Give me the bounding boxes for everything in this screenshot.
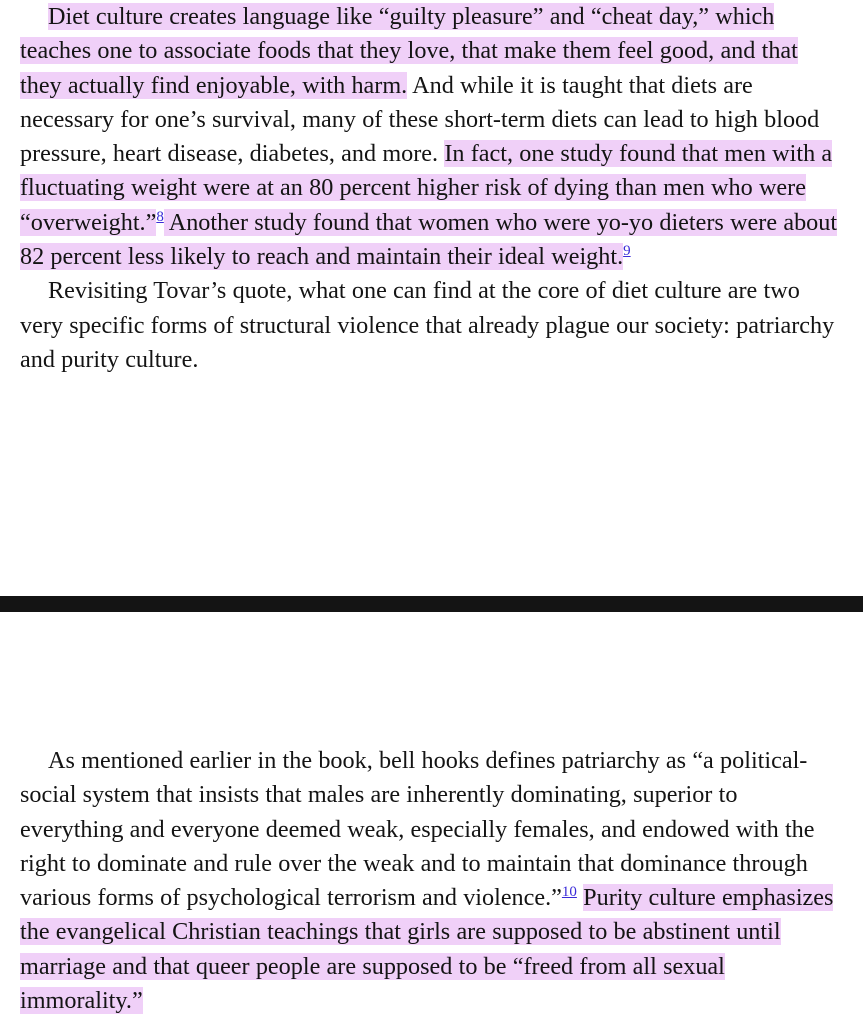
paragraph-revisiting-tovar (20, 274, 842, 377)
body-text: Revisiting Tovar’s quote, what one can find at the core of diet culture are two very specific forms of structural violence that already plague our society: patriarchy and purity culture. (20, 277, 835, 373)
highlighted-text[interactable]: Another study found that women who were yo-yo dieters were about 82 percent less likely to reach and maintain their ideal weight. (20, 208, 838, 271)
paragraph-list-top (20, 0, 842, 377)
paragraph-bell-hooks-patriarchy (20, 744, 842, 1018)
paragraph-diet-culture (20, 0, 842, 274)
body-text: And while it is taught that diets are necessary for one’s survival, many of these short-term diets can lead to high blood pressure, heart disease, diabetes, and more. (20, 71, 820, 168)
highlighted-text[interactable]: In fact, one study found that men with a fluctuating weight were at an 80 percent higher risk of dying than men who were “overweight.” (20, 140, 833, 236)
body-text: As mentioned earlier in the book, bell hooks defines patriarchy as “a political-social system that insists that males are inherently dominating, superior to everything and everyone deemed weak, especially females, and endowed with the right to dominate and rule over the weak and to maintain that dominance through various forms of psychological terrorism and violence.” (20, 747, 815, 912)
footnote-link-8[interactable]: 8 (156, 208, 164, 225)
page-section-top (0, 0, 863, 377)
paragraph-list-bottom (20, 744, 842, 1018)
footnote-link-10[interactable]: 10 (561, 884, 577, 901)
highlighted-text[interactable]: Diet culture creates language like “guilty pleasure” and “cheat day,” which teaches one to associate foods that they love, that make them feel good, and that they actually find enjoyable, with harm. (20, 3, 798, 99)
footnote-link-9[interactable]: 9 (623, 243, 631, 260)
highlighted-text[interactable]: Purity culture emphasizes the evangelical Christian teachings that girls are supposed to be abstinent until marriage and that queer people are supposed to be “freed from all sexual immorality.” (20, 884, 834, 1015)
page-break-bar (0, 596, 863, 612)
page-section-bottom (0, 744, 863, 1018)
